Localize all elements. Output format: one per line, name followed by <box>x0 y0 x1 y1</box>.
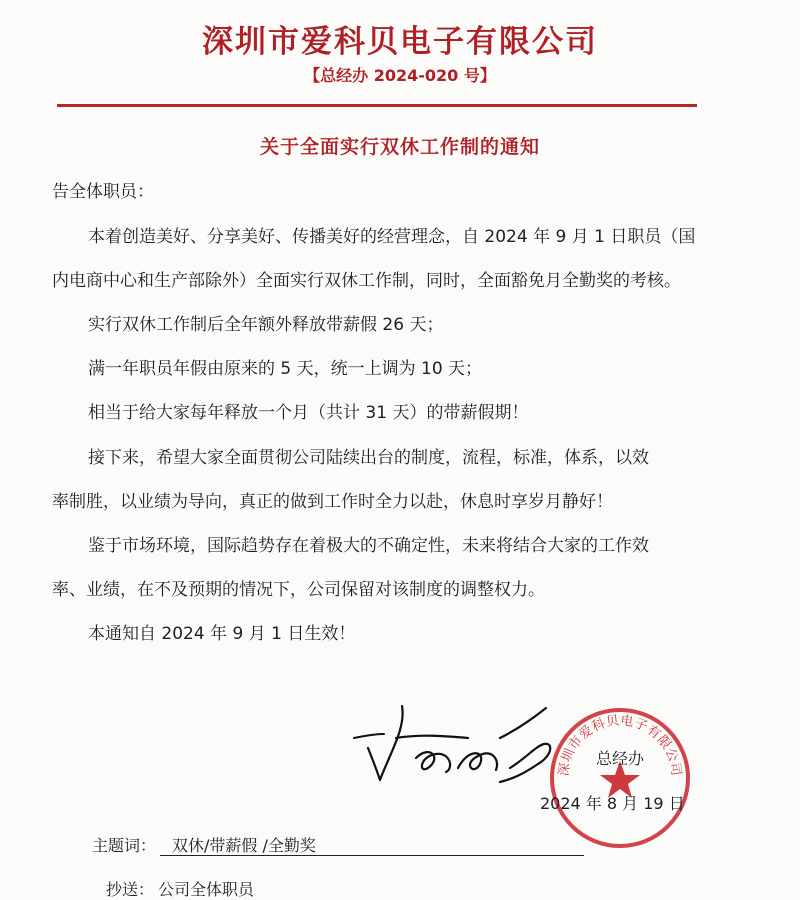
paragraph-line: 鉴于市场环境，国际趋势存在着极大的不确定性，未来将结合大家的工作效 <box>88 536 649 556</box>
issue-date: 2024 年 8 月 19 日 <box>540 794 685 813</box>
paragraph-line: 内电商中心和生产部除外）全面实行双休工作制，同时，全面豁免月全勤奖的考核。 <box>52 271 681 291</box>
notice-title: 关于全面实行双休工作制的通知 <box>259 136 540 158</box>
issuing-department: 总经办 <box>596 749 645 768</box>
paragraph-line: 率、业绩，在不及预期的情况下，公司保留对该制度的调整权力。 <box>52 580 545 600</box>
company-seal <box>545 703 695 853</box>
paragraph-line: 本通知自 2024 年 9 月 1 日生效！ <box>88 624 356 644</box>
company-letterhead: 深圳市爱科贝电子有限公司 <box>202 24 598 60</box>
cc-label: 抄送： <box>106 880 155 899</box>
paragraph-line: 实行双休工作制后全年额外释放带薪假 26 天； <box>88 315 444 335</box>
topic-label: 主题词： <box>92 836 157 855</box>
paragraph-line: 率制胜，以业绩为导向，真正的做到工作时全力以赴，休息时享岁月静好！ <box>52 492 613 512</box>
topic-underline <box>160 855 584 856</box>
paragraph-line: 相当于给大家每年释放一个月（共计 31 天）的带薪假期！ <box>88 403 529 423</box>
paragraph-line: 接下来，希望大家全面贯彻公司陆续出台的制度，流程，标准，体系，以效 <box>88 448 649 468</box>
cc-recipients: 公司全体职员 <box>158 880 255 899</box>
document-number: 【总经办 2024-020 号】 <box>304 66 496 85</box>
letterhead-divider <box>57 104 697 107</box>
paragraph-line: 本着创造美好、分享美好、传播美好的经营理念，自 2024 年 9 月 1 日职员（国 <box>88 227 696 247</box>
salutation: 告全体职员： <box>52 182 154 202</box>
paragraph-line: 满一年职员年假由原来的 5 天，统一上调为 10 天； <box>88 359 483 379</box>
svg-text:深圳市爱科贝电子有限公司: 深圳市爱科贝电子有限公司 <box>556 713 684 778</box>
topic-keywords: 双休/带薪假 /全勤奖 <box>172 836 316 855</box>
